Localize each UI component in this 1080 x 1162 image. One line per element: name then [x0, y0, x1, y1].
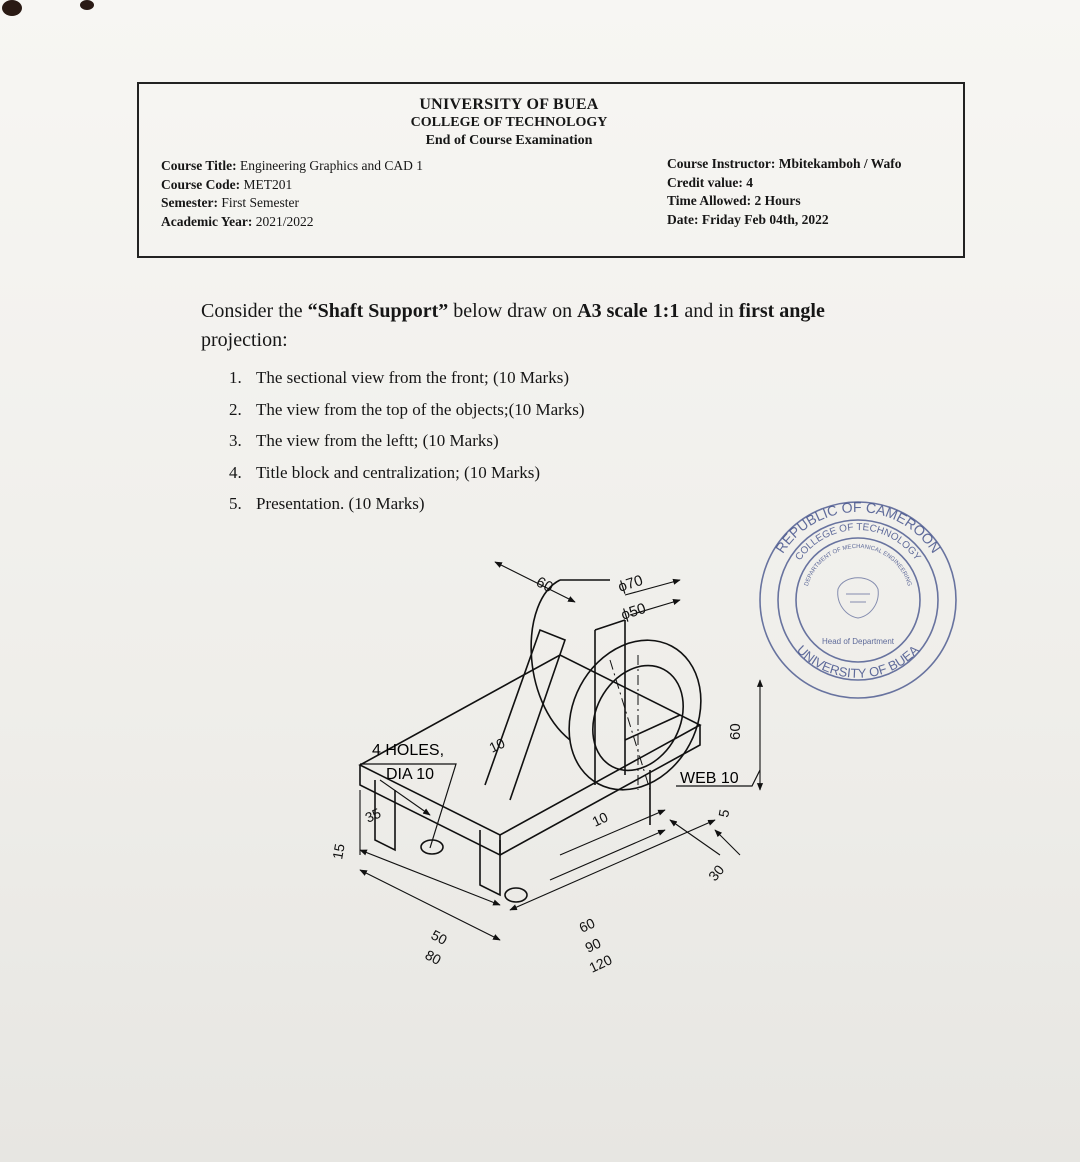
list-item: 2. The view from the top of the objects;(10 Marks) — [229, 399, 585, 419]
dim-line-60-base — [560, 810, 665, 855]
dim-15: 15 — [329, 842, 348, 861]
exam-header — [137, 82, 965, 258]
credit-row: Credit value: 4 — [667, 174, 753, 190]
stamp-text-outer-top: REPUBLIC OF CAMEROON — [772, 498, 944, 556]
stamp-text-head: Head of Department — [821, 637, 895, 646]
time-row: Time Allowed: 2 Hours — [667, 193, 801, 208]
course-title-row: Course Title: Engineering Graphics and CAD 1 — [161, 158, 423, 173]
dim-60-base: 60 — [576, 914, 598, 936]
department-stamp — [752, 494, 964, 706]
dim-10-rib: 10 — [486, 734, 508, 756]
dim-35: 35 — [362, 804, 384, 826]
hole — [421, 840, 443, 854]
base-front-face — [360, 765, 500, 855]
list-item: 3. The view from the leftt; (10 Marks) — [229, 431, 499, 451]
course-code-row: Course Code: MET201 — [161, 176, 293, 192]
dim-phi70: ϕ70 — [615, 571, 646, 596]
exam-type: End of Course Examination — [425, 133, 593, 148]
dim-90: 90 — [582, 934, 604, 956]
dim-phi50: ϕ50 — [618, 599, 649, 624]
base-top-face — [360, 655, 700, 835]
dim-10-mid: 10 — [589, 808, 611, 830]
dim-80: 80 — [422, 946, 444, 968]
inclined-rib — [485, 630, 565, 800]
dim-50: 50 — [428, 926, 450, 948]
stamp-emblem — [838, 578, 879, 618]
college-name: COLLEGE OF TECHNOLOGY — [410, 115, 608, 130]
view-arrow — [670, 820, 720, 855]
base-side-face — [500, 725, 700, 855]
stamp-text-college: COLLEGE OF TECHNOLOGY — [793, 521, 923, 563]
dim-line-35 — [380, 780, 430, 815]
question-intro: Consider the “Shaft Support” below draw on A3 scale 1:1 and in first angle projection: — [201, 300, 825, 351]
list-item: 5. Presentation. (10 Marks) — [229, 494, 425, 514]
dim-120: 120 — [586, 951, 615, 976]
semester-row: Semester: First Semester — [161, 195, 299, 210]
ink-smudge — [2, 0, 22, 16]
web-label: WEB 10 — [680, 770, 739, 787]
academic-year-row: Academic Year: 2021/2022 — [161, 213, 314, 229]
holes-label-line2: DIA 10 — [386, 766, 435, 783]
dim-60-top: 60 — [533, 573, 556, 597]
dim-30: 30 — [705, 861, 728, 884]
course-info-left — [161, 157, 423, 231]
ink-smudge — [80, 0, 94, 10]
list-item: 4. Title block and centralization; (10 Marks) — [229, 462, 541, 482]
course-info-right — [667, 155, 902, 229]
university-name: UNIVERSITY OF BUEA — [419, 96, 599, 113]
boss-outer — [544, 617, 727, 813]
holes-label-line1: 4 HOLES, — [372, 742, 445, 759]
dim-line-30 — [715, 830, 740, 855]
dim-60-vert: 60 — [727, 723, 744, 740]
dim-line-60-top — [495, 562, 575, 602]
stamp-text-department: DEPARTMENT OF MECHANICAL ENGINEERING — [803, 543, 913, 587]
list-item: 1. The sectional view from the front; (10 Marks) — [229, 368, 569, 387]
instructor-row: Course Instructor: Mbitekamboh / Wafo — [667, 156, 902, 171]
task-list — [229, 362, 585, 520]
web — [625, 715, 680, 740]
dim-5: 5 — [715, 808, 733, 819]
date-row: Date: Friday Feb 04th, 2022 — [667, 211, 829, 227]
stamp-text-outer-bottom: UNIVERSITY OF BUEA — [794, 642, 922, 681]
